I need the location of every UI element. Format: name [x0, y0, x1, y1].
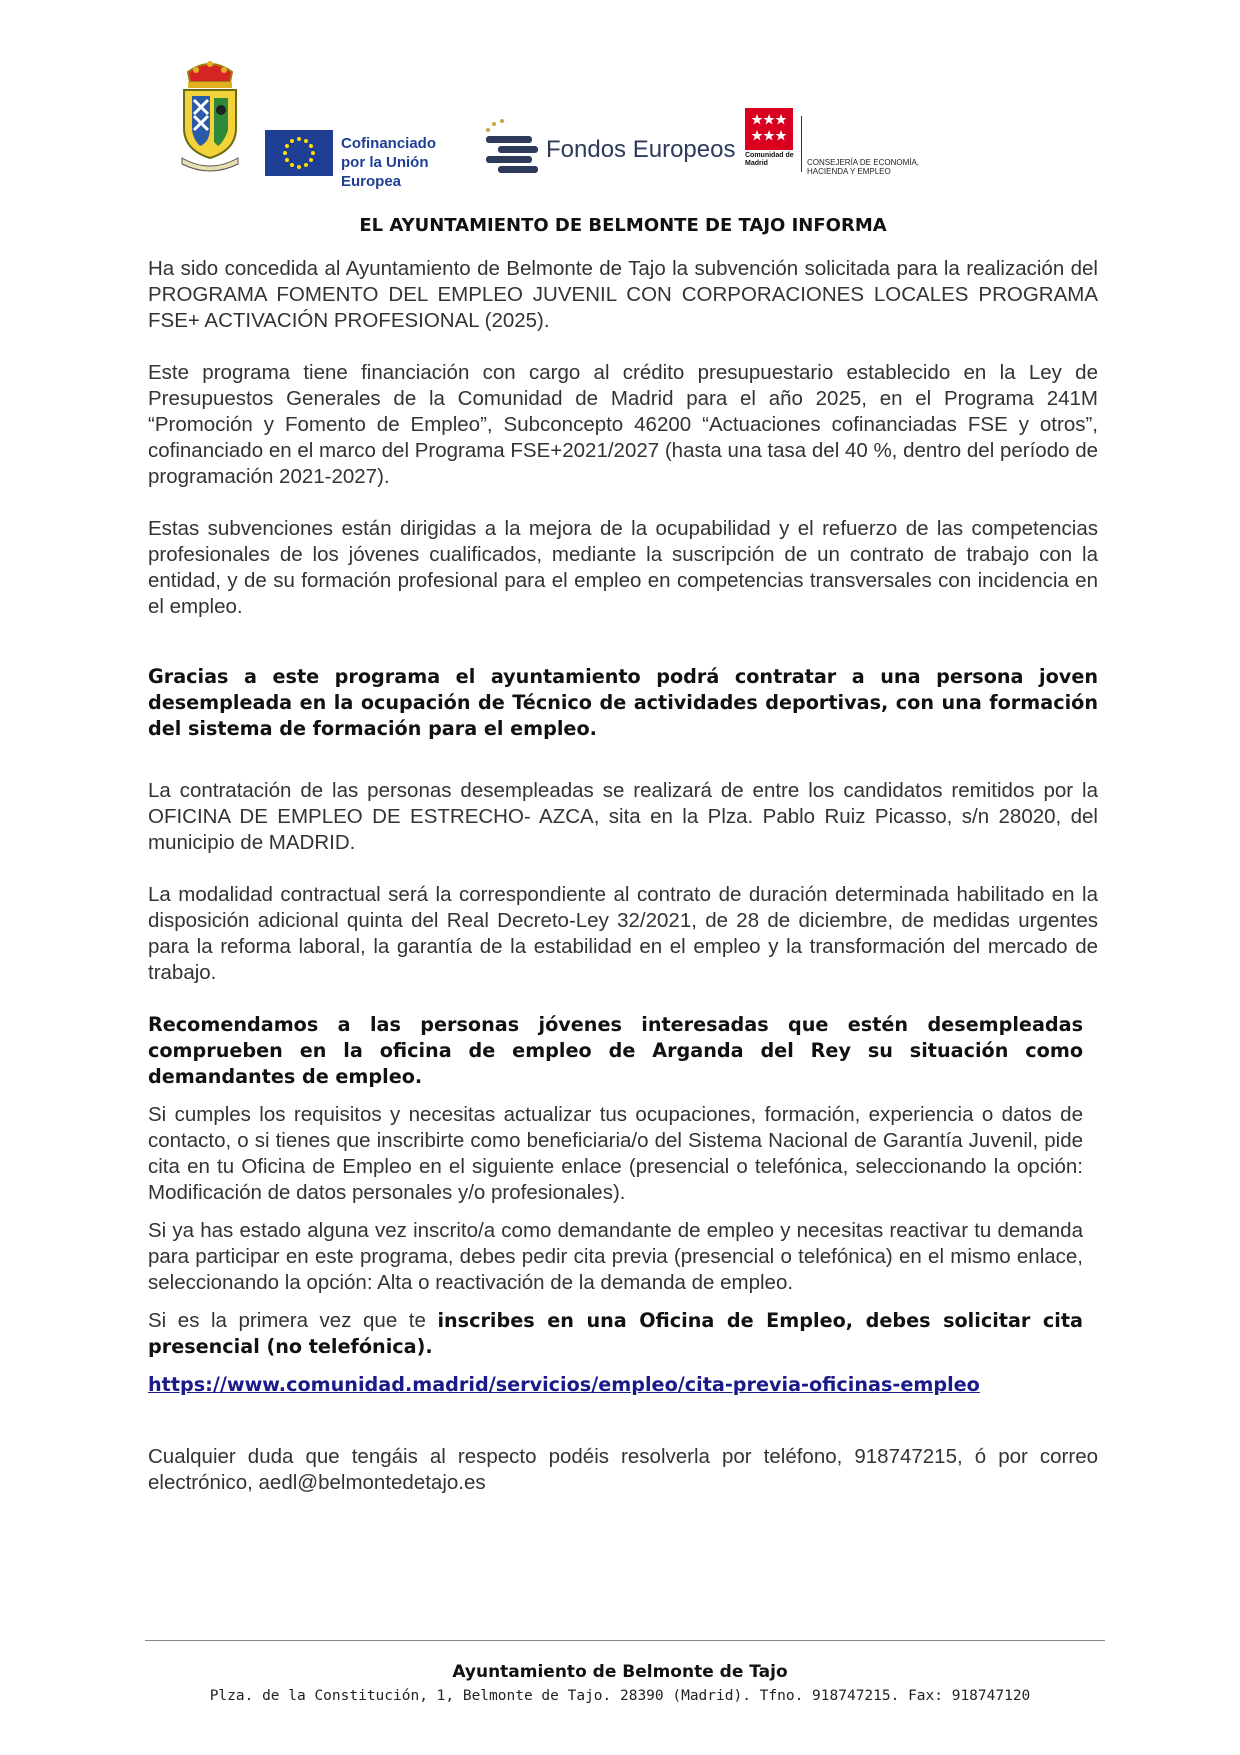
eu-cofinanced-logo: [265, 130, 455, 190]
belmonte-crest-icon: [174, 58, 246, 176]
paragraph-requirements: Si cumples los requisitos y necesitas actualizar tus ocupaciones, formación, experiencia o datos de contacto, o si tienes que inscribirte como beneficiaria/o del Sistema Nacional de Garantía Juvenil, pide cita en tu Oficina de Empleo en el siguiente enlace (presencial o telefónica, seleccionando la opción: Modificación de datos personales y/o profesionales).: [148, 1103, 1083, 1204]
paragraph-candidates: La contratación de las personas desempleadas se realizará de entre los candidatos remitidos por la OFICINA DE EMPLEO DE ESTRECHO- AZCA, sita en la Plza. Pablo Ruiz Picasso, s/n 28020, del municipio de MADRID.: [148, 779, 1098, 854]
paragraph-contact: Cualquier duda que tengáis al respecto podéis resolverla por teléfono, 918747215, ó por correo electrónico, aedl@belmontedetajo.es: [148, 1445, 1098, 1494]
consejeria-name: CONSEJERÍA DE ECONOMÍA, HACIENDA Y EMPLEO: [807, 158, 920, 176]
fondos-europeos-text: Fondos Europeos: [546, 136, 736, 163]
logo-divider: [801, 116, 802, 172]
paragraph-contract: La modalidad contractual será la correspondiente al contrato de duración determinada habilitado en la disposición adicional quinta del Real Decreto-Ley 32/2021, de 28 de diciembre, de medidas urgentes para la reforma laboral, la garantía de la estabilidad en el empleo y la transformación del mercado de trabajo.: [148, 883, 1098, 984]
paragraph-first-time: [148, 1308, 1083, 1360]
paragraph-financing: Este programa tiene financiación con cargo al crédito presupuestario establecido en la Ley de Presupuestos Generales de la Comunidad de Madrid para el año 2025, en el Programa 241M “Promoción y Fomento de Empleo”, Subconcepto 46200 “Actuaciones cofinanciadas FSE y otros”, cofinanciado en el marco del Programa FSE+2021/2027 (hasta una tasa del 40 %, dentro del período de programación 2021-2027).: [148, 361, 1098, 488]
footer-title: Ayuntamiento de Belmonte de Tajo: [452, 1662, 788, 1682]
comunidad-madrid-logo: [745, 108, 950, 178]
paragraph-grant: Ha sido concedida al Ayuntamiento de Belmonte de Tajo la subvención solicitada para la realización del PROGRAMA FOMENTO DEL EMPLEO JUVENIL CON CORPORACIONES LOCALES PROGRAMA FSE+ ACTIVACIÓN PROFESIONAL (2025).: [148, 257, 1098, 332]
first-time-text: Si es la primera vez que te: [148, 1309, 438, 1332]
link-paragraph: [148, 1372, 1098, 1398]
paragraph-objectives: Estas subvenciones están dirigidas a la mejora de la ocupabilidad y el refuerzo de las competencias profesionales de los jóvenes cualificados, mediante la suscripción de un contrato de trabajo con la entidad, y de su formación profesional para el empleo en competencias transversales con incidencia en el empleo.: [148, 517, 1098, 618]
eu-logo-text: Cofinanciado por la Unión Europea: [341, 135, 437, 190]
document-body: [148, 214, 1098, 1496]
cita-previa-link[interactable]: https://www.comunidad.madrid/servicios/empleo/cita-previa-oficinas-empleo: [148, 1373, 980, 1396]
paragraph-reactivation: Si ya has estado alguna vez inscrito/a como demandante de empleo y necesitas reactivar tu demanda para participar en este programa, debes pedir cita previa (presencial o telefónica) en el mismo enlace, seleccionando la opción: Alta o reactivación de la demanda de empleo.: [148, 1219, 1083, 1294]
footer-address: Plza. de la Constitución, 1, Belmonte de Tajo. 28390 (Madrid). Tfno. 918747215. Fax: 918747120: [209, 1688, 1031, 1704]
eu-flag-icon: [265, 130, 333, 176]
fondos-europeos-icon: [476, 118, 542, 178]
footer-divider: [145, 1640, 1105, 1641]
header-logos: [170, 58, 950, 190]
paragraph-recommendation: Recomendamos a las personas jóvenes interesadas que estén desempleadas comprueben en la oficina de empleo de Arganda del Rey su situación como demandantes de empleo.: [148, 1013, 1083, 1088]
comunidad-madrid-name: Comunidad de Madrid: [745, 152, 794, 167]
madrid-flag-icon: [745, 108, 793, 150]
first-time-bold-text: inscribes en una Oficina de Empleo, debes solicitar cita presencial (no telefónica).: [148, 1309, 1083, 1358]
document-title: EL AYUNTAMIENTO DE BELMONTE DE TAJO INFORMA: [359, 215, 887, 236]
paragraph-hiring-highlight: Gracias a este programa el ayuntamiento podrá contratar a una persona joven desempleada en la ocupación de Técnico de actividades deportivas, con una formación del sistema de formación para el empleo.: [148, 665, 1098, 740]
fondos-europeos-logo: [476, 118, 746, 178]
